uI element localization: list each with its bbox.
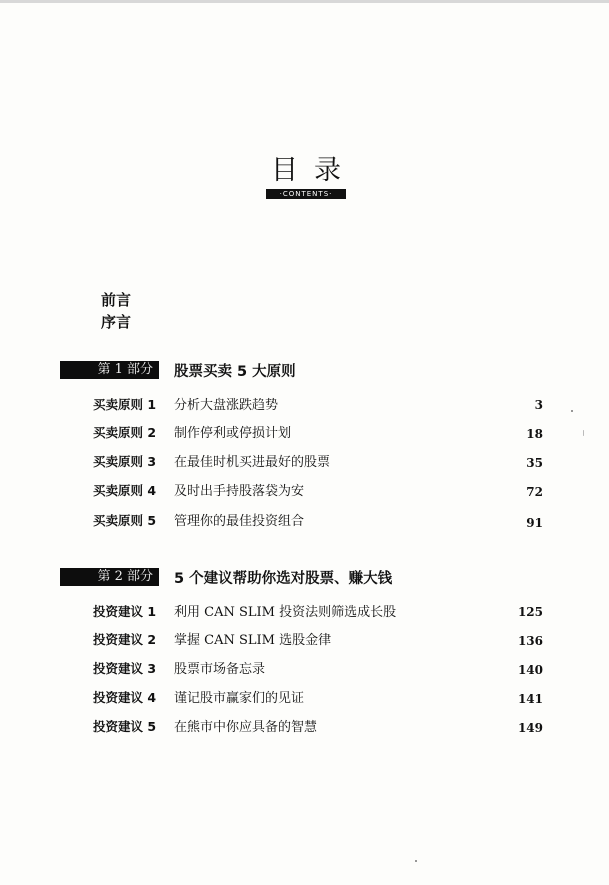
entry-label: 买卖原则 3 — [93, 454, 157, 469]
part-2-title[interactable]: 5 个建议帮助你选对股票、赚大钱 — [174, 570, 393, 587]
entry-title: 制作停利或停损计划 — [174, 426, 292, 441]
part-2-header — [60, 567, 392, 587]
entry-label: 投资建议 2 — [93, 632, 157, 647]
entry-title: 管理你的最佳投资组合 — [174, 514, 305, 529]
toc-header — [264, 154, 357, 199]
entry-label: 投资建议 5 — [93, 719, 157, 734]
scan-speck — [583, 430, 584, 436]
toc-entry[interactable] — [93, 686, 543, 706]
front-matter-preface[interactable]: 前言 — [101, 291, 132, 309]
page-top-edge — [0, 0, 609, 3]
entry-label: 投资建议 1 — [93, 604, 157, 619]
entry-title: 在最佳时机买进最好的股票 — [174, 455, 331, 470]
entry-title: 在熊市中你应具备的智慧 — [174, 720, 318, 735]
toc-entry[interactable] — [93, 657, 543, 677]
entry-page-number: 18 — [526, 427, 543, 441]
entry-title: 及时出手持股落袋为安 — [174, 484, 305, 499]
entry-label: 投资建议 3 — [93, 661, 157, 676]
entry-label: 买卖原则 5 — [93, 513, 157, 528]
entry-label: 投资建议 4 — [93, 690, 157, 705]
toc-entry[interactable] — [93, 393, 543, 413]
entry-page-number: 35 — [526, 456, 543, 470]
entry-title: 利用 CAN SLIM 投资法则筛选成长股 — [174, 605, 397, 620]
entry-title: 分析大盘涨跌趋势 — [174, 398, 279, 413]
part-1-title[interactable]: 股票买卖 5 大原则 — [174, 363, 296, 380]
part-2-label: 第 2 部分 — [60, 568, 159, 586]
entry-page-number: 125 — [517, 605, 543, 619]
page-subtitle: ·CONTENTS· — [266, 189, 346, 199]
entry-page-number: 91 — [526, 516, 543, 530]
part-1-label: 第 1 部分 — [60, 361, 159, 379]
scan-speck — [571, 410, 573, 412]
entry-title: 谨记股市赢家们的见证 — [174, 691, 305, 706]
entry-page-number: 140 — [517, 663, 543, 677]
entry-title: 股票市场备忘录 — [174, 662, 266, 677]
scan-speck — [415, 860, 417, 862]
front-matter-foreword[interactable]: 序言 — [101, 313, 132, 331]
toc-entry[interactable] — [93, 421, 543, 441]
entry-page-number: 141 — [517, 692, 543, 706]
page-title: 目录 — [271, 155, 357, 186]
entry-label: 买卖原则 1 — [93, 397, 157, 412]
toc-entry[interactable] — [93, 479, 543, 499]
toc-entry[interactable] — [93, 450, 543, 470]
entry-page-number: 149 — [517, 721, 543, 735]
part-1-header — [60, 360, 296, 380]
entry-page-number: 72 — [526, 485, 543, 499]
entry-title: 掌握 CAN SLIM 选股金律 — [174, 633, 332, 648]
toc-entry[interactable] — [93, 715, 543, 735]
entry-label: 买卖原则 2 — [93, 425, 157, 440]
entry-page-number: 3 — [534, 398, 543, 412]
entry-label: 买卖原则 4 — [93, 483, 157, 498]
toc-entry[interactable] — [93, 509, 543, 529]
toc-entry[interactable] — [93, 600, 543, 620]
entry-page-number: 136 — [517, 634, 543, 648]
toc-entry[interactable] — [93, 628, 543, 648]
